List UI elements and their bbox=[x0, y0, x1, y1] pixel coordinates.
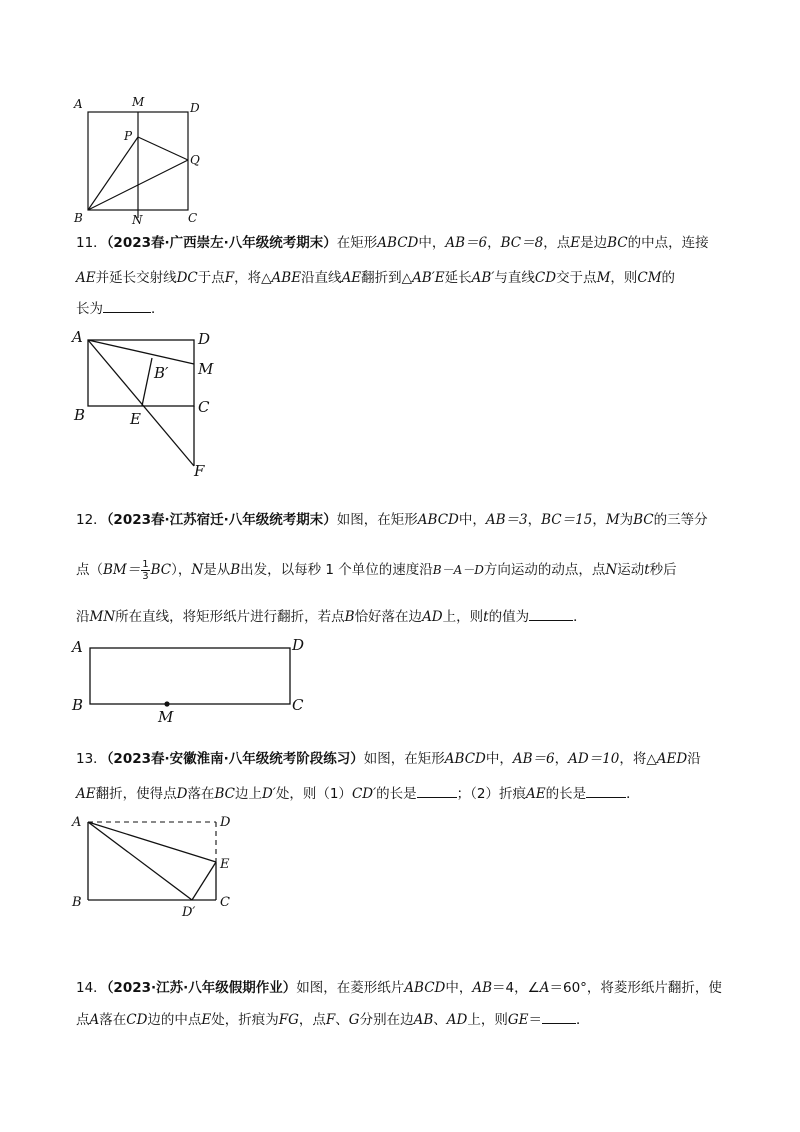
label-D: D bbox=[220, 815, 231, 830]
label-E: E bbox=[220, 857, 230, 872]
label-F: F bbox=[194, 462, 205, 480]
q12-line1: 12．（2023春·江苏宿迁·八年级统考期末）如图，在矩形ABCD中，AB＝3，BC＝15，M为BC的三等分 bbox=[76, 512, 708, 528]
label-M: M bbox=[132, 95, 145, 109]
q12-line2: 点（BM＝ $\frac{1}{3}$ BC），N是从B出发，以每秒 1 个单位的速度沿B－A－D方向运动的动点，点N运动t秒后 bbox=[76, 558, 677, 582]
label-M: M bbox=[198, 360, 214, 378]
label-C: C bbox=[198, 398, 210, 416]
figure-q10 bbox=[70, 92, 220, 228]
label-B-prime: B′ bbox=[154, 364, 169, 382]
label-A: A bbox=[72, 638, 83, 656]
figure-q11 bbox=[70, 326, 230, 482]
label-D-prime: D′ bbox=[182, 905, 196, 920]
label-B: B bbox=[74, 211, 83, 225]
q13-line2: AE翻折，使得点D落在BC边上D′处，则（1）CD′的长是 ；（2）折痕AE的长是 ． bbox=[76, 779, 736, 809]
point-M bbox=[164, 701, 169, 706]
label-C: C bbox=[220, 895, 230, 910]
label-D: D bbox=[190, 101, 200, 115]
label-E: E bbox=[130, 410, 141, 428]
answer-blank-q11[interactable] bbox=[103, 298, 151, 313]
q14-line1: 14．（2023·江苏·八年级假期作业）如图，在菱形纸片ABCD中，AB＝4，∠A＝60°，将菱形纸片翻折，使 bbox=[76, 980, 722, 996]
label-D: D bbox=[198, 330, 211, 348]
q11-line3: 长为 ． bbox=[76, 294, 736, 324]
label-Q: Q bbox=[190, 153, 200, 167]
q11-line1: 11．（2023春·广西崇左·八年级统考期末）在矩形ABCD中，AB＝6，BC＝8，点E是边BC的中点，连接 bbox=[76, 235, 709, 251]
label-M: M bbox=[158, 708, 174, 726]
label-C: C bbox=[188, 211, 198, 225]
label-A: A bbox=[72, 815, 82, 830]
q11-line2: AE并延长交射线DC于点F，将△ABE沿直线AE翻折到△AB′E延长AB′与直线CD交于点M，则CM的 bbox=[76, 270, 676, 286]
label-D: D bbox=[292, 636, 305, 654]
label-P: P bbox=[124, 129, 133, 143]
answer-blank-q13-1[interactable] bbox=[417, 783, 457, 798]
label-B: B bbox=[72, 696, 84, 714]
figure-q13 bbox=[70, 812, 240, 920]
figure-q12 bbox=[70, 632, 320, 726]
answer-blank-q12[interactable] bbox=[529, 606, 573, 621]
label-A: A bbox=[74, 97, 83, 111]
answer-blank-q13-2[interactable] bbox=[586, 783, 626, 798]
label-B: B bbox=[72, 895, 82, 910]
q14-line2: 点A落在CD边的中点E处，折痕为FG，点F、G分别在边AB、AD上，则GE＝ ． bbox=[76, 1005, 736, 1035]
fraction-one-third: $\frac{1}{3}$ bbox=[142, 558, 149, 582]
answer-blank-q14[interactable] bbox=[542, 1009, 576, 1024]
label-B: B bbox=[74, 406, 86, 424]
q12-line3: 沿MN所在直线，将矩形纸片进行翻折，若点B恰好落在边AD上，则t的值为 ． bbox=[76, 602, 736, 632]
q13-line1: 13．（2023春·安徽淮南·八年级统考阶段练习）如图，在矩形ABCD中，AB＝6，AD＝10，将△AED沿 bbox=[76, 751, 701, 767]
label-A: A bbox=[72, 328, 83, 346]
label-C: C bbox=[292, 696, 304, 714]
label-N: N bbox=[132, 213, 143, 227]
